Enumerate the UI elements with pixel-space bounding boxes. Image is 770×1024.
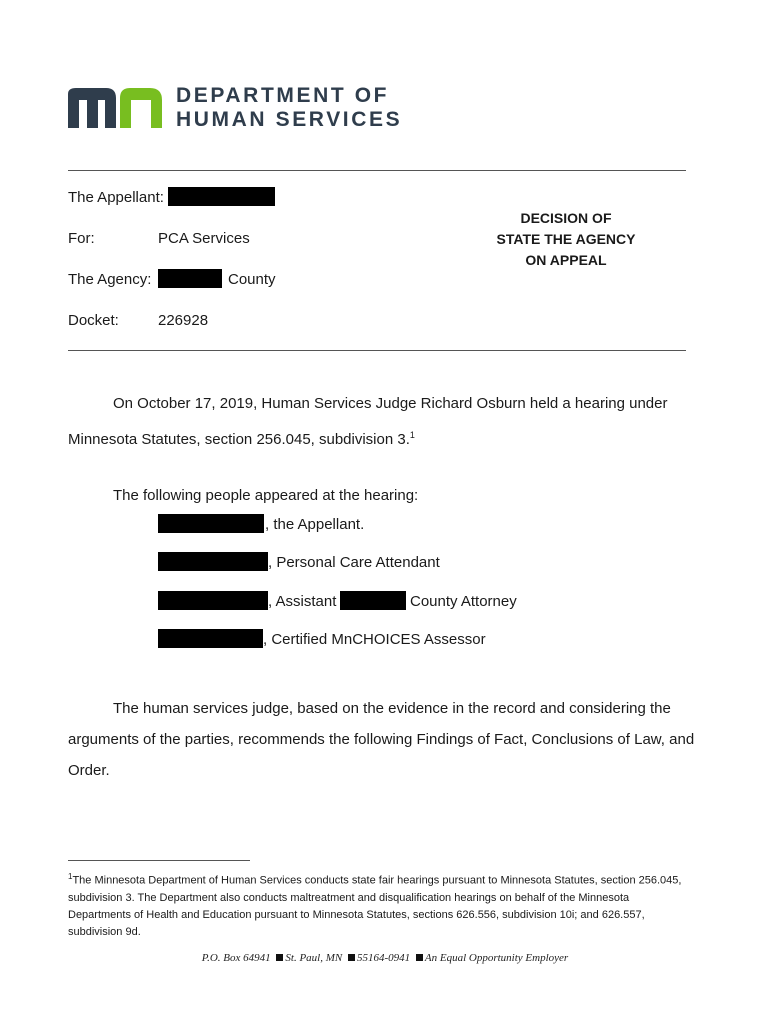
agency-label: The Agency:: [68, 271, 152, 288]
attendee-1-role: , the Appellant.: [265, 516, 365, 533]
decision-title-line-2: STATE THE AGENCY: [496, 231, 636, 247]
para2-line1: The human services judge, based on the evidence in the record and considering the: [113, 700, 671, 717]
footer-po-box: P.O. Box 64941: [201, 952, 271, 964]
decision-title: [480, 208, 652, 271]
page-footer: [0, 952, 770, 964]
footer-separator-icon: [276, 954, 283, 961]
footnote-marker: 1: [68, 872, 73, 881]
for-label: For:: [68, 230, 95, 247]
footnote: [68, 868, 688, 941]
footer-separator-icon: [416, 954, 423, 961]
redacted-attendee-3: [158, 591, 268, 610]
footnote-divider: [68, 860, 250, 861]
footnote-ref: 1: [409, 430, 415, 440]
logo-wordmark: [176, 84, 402, 132]
footer-eoe: An Equal Opportunity Employer: [424, 952, 569, 964]
para1-line2-text: Minnesota Statutes, section 256.045, subdivision 3.: [68, 431, 410, 448]
attendee-4-role: , Certified MnCHOICES Assessor: [263, 631, 486, 648]
top-divider: [68, 170, 686, 171]
redacted-attendee-3-county: [340, 591, 406, 610]
attendee-2-role: , Personal Care Attendant: [268, 554, 440, 571]
dhs-logo: [68, 86, 164, 130]
redacted-attendee-1: [158, 514, 264, 533]
bottom-divider: [68, 350, 686, 351]
footer-city: St. Paul, MN: [285, 952, 343, 964]
para2-line3: Order.: [68, 762, 110, 779]
redacted-appellant-name: [168, 187, 275, 206]
redacted-agency-name: [158, 269, 222, 288]
logo-line-2: HUMAN SERVICES: [176, 108, 403, 131]
redacted-attendee-4: [158, 629, 263, 648]
footer-zip: 55164-0941: [356, 952, 411, 964]
decision-title-line-3: ON APPEAL: [525, 252, 607, 268]
para1-line1: On October 17, 2019, Human Services Judge Richard Osburn held a hearing under: [113, 395, 668, 412]
appellant-label: The Appellant:: [68, 189, 164, 206]
docket-label: Docket:: [68, 312, 119, 329]
para1-line2: [68, 426, 415, 449]
redacted-attendee-2: [158, 552, 268, 571]
logo-line-1: DEPARTMENT OF: [176, 84, 390, 107]
footnote-text: The Minnesota Department of Human Services conducts state fair hearings pursuant to Minnesota Statutes, section 256.045, subdivision 3. The Department also conducts maltreatment and disqualification hearings on behalf of the Minnesota Departments of Health and Education pursuant to Minnesota Statutes, sections 626.556, subdivision 10i; and 626.557, subdivision 9d.: [68, 874, 682, 938]
attendee-3-role: , Assistant: [268, 593, 337, 610]
para2-line2: arguments of the parties, recommends the following Findings of Fact, Conclusions of Law, and: [68, 731, 695, 748]
docket-value: 226928: [158, 312, 209, 329]
attendee-3-suffix: County Attorney: [410, 593, 517, 610]
decision-title-line-1: DECISION OF: [520, 210, 612, 226]
mn-logo-mark: [68, 86, 164, 130]
for-value: PCA Services: [158, 230, 250, 247]
footer-separator-icon: [348, 954, 355, 961]
agency-suffix: County: [228, 271, 276, 288]
appeared-intro: The following people appeared at the hearing:: [113, 487, 419, 504]
